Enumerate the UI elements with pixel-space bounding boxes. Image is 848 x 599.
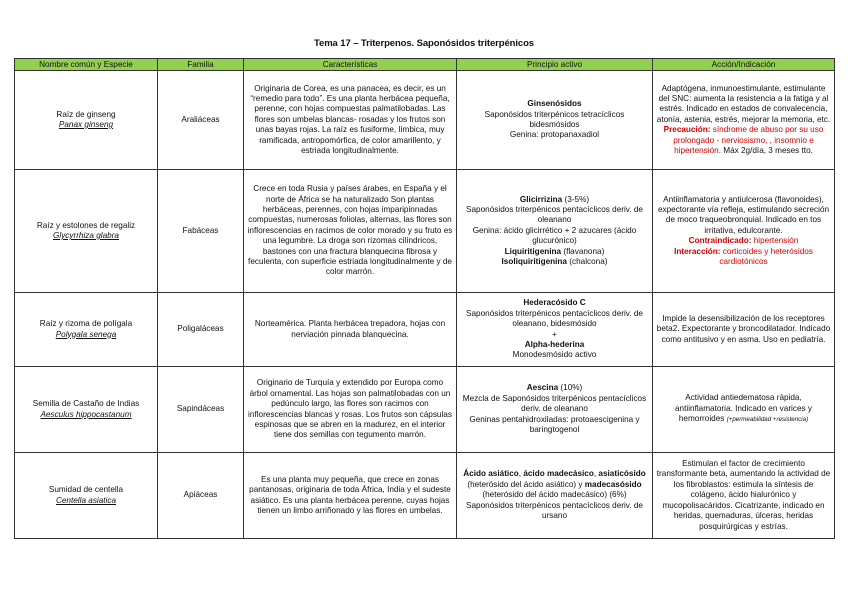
active-description: Saponósidos triterpénicos tetracíclicos bidesmósidos — [484, 109, 625, 129]
active-compound-2-type: (flavanona) — [561, 246, 605, 256]
common-name-cell — [15, 453, 158, 539]
species-name: Centella asiatica — [55, 495, 117, 505]
active-compound-4-desc: (heterósido del ácido madecásico) (6%) — [482, 490, 627, 500]
active-percent: (10%) — [558, 383, 583, 393]
species-name: Glycyrrhiza glabra — [53, 231, 119, 240]
separator: , — [593, 469, 599, 479]
active-cell — [457, 293, 653, 367]
active-genin: Genina: ácido glicirrético + 2 azucares (ácido glucurónico) — [472, 225, 637, 246]
features-cell: Originario de Turquía y extendido por Europa como árbol ornamental. Las hojas son palmatilobadas con un pedúnculo largo, las flores son racimos con inflorescencias blancas y rosas. Los frutos son cápsulas espinosas que se abren en la madurez, en el interior tiene dos semillas con tegumento marrón. — [244, 367, 457, 453]
active-cell — [457, 71, 653, 170]
action-text: Actividad antiedematosa rápida, antiinflamatoria. Indicado en varices y hemorroides — [675, 393, 812, 424]
header-active-principle: Principio activo — [457, 59, 653, 71]
action-cell: Impide la desensibilización de los receptores beta2. Expectorante y broncodilatador. Indicado como antitusivo y en asma. Uso en pediatría. — [653, 293, 835, 367]
family-cell: Apiáceas — [158, 453, 244, 539]
family-cell: Fabáceas — [158, 170, 244, 293]
action-text: Adaptógena, inmunoestimulante, estimulante del SNC: aumenta la resistencia a la fatiga y al estrés. Indicado en estados de convalecencia, atonía, astenia, estrés, mejorar la memoria, etc. — [656, 83, 831, 124]
active-compound-2: Liquiritigenina — [504, 246, 562, 256]
common-name: Sumidad de centella — [48, 485, 124, 495]
species-name: Panax ginseng — [58, 120, 114, 129]
active-description: Mezcla de Saponósidos triterpénicos pentacíclicos deriv. de oleanano — [462, 393, 647, 414]
common-name: Raíz de ginseng — [56, 109, 116, 119]
active-genin: Geninas pentahidroxiladas: protoaescigenina y baringtogenol — [469, 414, 640, 435]
family-cell: Sapindáceas — [158, 367, 244, 453]
features-cell: Norteamérica. Planta herbácea trepadora, hojas con nerviación pinnada blanquecina. — [244, 293, 457, 367]
common-name: Raíz y rizoma de polígala — [39, 319, 133, 329]
header-family: Familia — [158, 59, 244, 71]
table-row — [15, 293, 835, 367]
active-compound: Ácido asiático — [463, 469, 519, 479]
common-name-cell — [15, 71, 158, 170]
common-name-cell — [15, 170, 158, 293]
action-text: Antiinflamatoria y antiulcerosa (flavonoides), expectorante vía refleja, estimulando secreción de moco traqueobronquial. Indicado en tos irritativa, edulcorante. — [657, 194, 830, 235]
common-name: Semilla de Castaño de Indias — [32, 399, 140, 409]
features-cell: Crece en toda Rusia y países árabes, en España y el norte de África se ha naturalizado Son plantas herbáceas, perennes, con hojas imparipinnadas compuestas, numerosas foliolas, alternas, las flores son inflorescencias en racimos de color morado y su fruto es una legumbre. La droga son rizomas cilíndricos, bastones con una fractura blanquecina fibrosa y feculenta, con superficie estriada longitudinalmente y de color marrón. — [244, 170, 457, 293]
family-cell: Araliáceas — [158, 71, 244, 170]
active-percent: (3-5%) — [562, 194, 590, 204]
active-compound-3-type: (chalcona) — [567, 257, 608, 267]
active-cell — [457, 453, 653, 539]
contraindication-text: hipertensión — [751, 236, 799, 246]
contraindication-label: Contraindicado: — [688, 236, 752, 246]
saponins-table — [14, 58, 835, 539]
active-compound-3: Isoliquiritigenina — [501, 257, 567, 267]
separator: , — [518, 469, 524, 479]
active-description-2: Monodesmósido activo — [512, 350, 597, 360]
active-cell — [457, 170, 653, 293]
active-compound: Hederacósido C — [523, 298, 586, 308]
common-name: Raíz y estolones de regaliz — [36, 220, 136, 230]
active-compound-3-desc: (heterósido del ácido asiático) y — [467, 479, 585, 489]
active-description: Saponósidos triterpénicos pentacíclicos deriv. de ursano — [466, 500, 643, 521]
active-compound-2: Alpha-hederina — [524, 339, 585, 349]
family-cell: Poligaláceas — [158, 293, 244, 367]
table-row — [15, 453, 835, 539]
table-header-row — [15, 59, 835, 71]
table-row — [15, 71, 835, 170]
species-name: Polygala senega — [55, 329, 117, 339]
interaction-label: Interacción: — [674, 246, 721, 256]
page-title: Tema 17 – Triterpenos. Saponósidos triterpénicos — [314, 38, 534, 49]
active-compound: Glicirrizina — [519, 194, 563, 204]
header-common-name: Nombre común y Especie — [15, 59, 158, 71]
active-description: Saponósidos triterpénicos pentacíclicos deriv. de oleanano — [466, 204, 643, 225]
precaution-text: síndrome de abuso por su uso prolongado - nerviosismo, , insomnio e hipertensión — [673, 125, 824, 156]
active-compound-2: ácido madecásico — [523, 469, 594, 479]
action-cell: Estimulan el factor de crecimiento transformante beta, aumentando la actividad de los fibroblastos: estimula la síntesis de colágeno, ácido hialurónico y mucopolisacáridos. Cicatrizante, indicado en heridas, quemaduras, úlceras, heridas posquirúrgicas y estrías. — [653, 453, 835, 539]
header-features: Características — [244, 59, 457, 71]
active-description: Saponósidos triterpénicos pentacíclicos deriv. de oleanano, bidesmósido — [466, 308, 643, 329]
action-cell — [653, 170, 835, 293]
common-name-cell — [15, 367, 158, 453]
features-cell: Originaria de Corea, es una panacea, es decir, es un “remedio para todo”. Es una planta herbácea pequeña, perenne, con hojas compuestas palmatilobadas. Las flores son umbelas blancas- rosadas y los frutos son unas bayas rojas. La raíz es fusiforme, límbica, muy ramificada, antropomórfica, de color amarillento, y estriada longitudinalmente. — [244, 71, 457, 170]
active-compound-4: madecasósido — [584, 479, 642, 489]
active-cell — [457, 367, 653, 453]
action-note: (+permeabilidad +resistencia) — [726, 416, 809, 424]
precaution-label: Precaución: — [663, 125, 711, 135]
action-cell — [653, 367, 835, 453]
header-action: Acción/Indicación — [653, 59, 835, 71]
interaction-text: corticoides y heterósidos cardiotónicos — [719, 246, 813, 267]
table-row — [15, 367, 835, 453]
table-row — [15, 170, 835, 293]
active-compound: Ginsenósidos — [527, 99, 582, 109]
plus-sign: + — [552, 329, 557, 339]
species-name: Aesculus hippocastanum — [40, 409, 132, 419]
action-dose: . Máx 2g/día, 3 meses tto. — [718, 146, 813, 156]
active-compound-3: asiaticósido — [598, 469, 646, 479]
action-cell — [653, 71, 835, 170]
active-compound: Aescina — [526, 383, 559, 393]
features-cell: Es una planta muy pequeña, que crece en zonas pantanosas, originaria de toda África, India y el sudeste asiático. Es una planta herbácea perenne, cuyas hojas tienen un limbo arriñonado y las flores en umbelas. — [244, 453, 457, 539]
active-genin: Genina: protopanaxadiol — [509, 130, 600, 140]
common-name-cell — [15, 293, 158, 367]
